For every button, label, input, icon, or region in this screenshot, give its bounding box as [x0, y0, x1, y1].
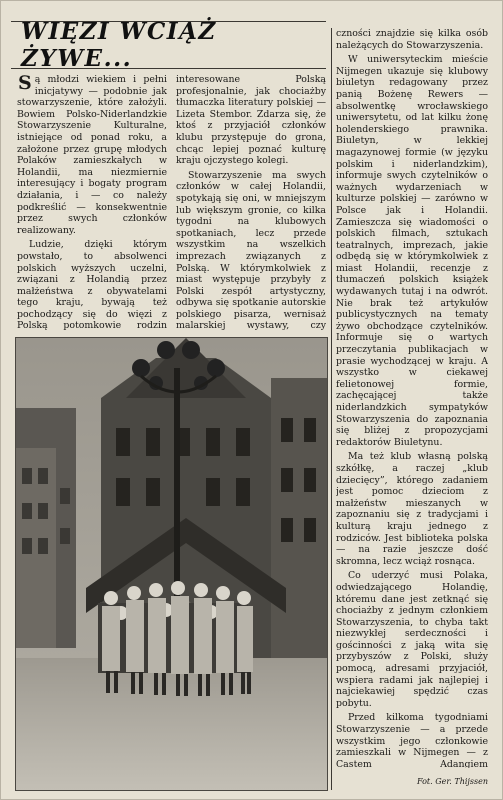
paragraph: W uniwersyteckim mieście Nijmegen ukazuje się klubowy biuletyn redagowany przez panią Bożenę Rewers — absolwentkę wrocławskiego uniwersytetu, od lat kilku żonę holenderskiego prawnika. Biuletyn, w lekkiej magazynowej formie (w języku polskim i niderlandzkim), informuje swych czytelników o ważnych wydarzeniach w kulturze polskiej — zarówno w Polsce jak i Holandii. Zamieszcza się wiadomości o polskich filmach, sztukach teatralnych, imprezach, jakie odbędą się w którymkolwiek z miast Holandii, recenzje z tłumaczeń polskich książek wydawanych tutaj i na odwrót. Nie brak też artykułów publicystycznych na tematy żywo obchodzące czytelników. Informuje się o wartych przeczytania publikacjach w prasie wychodzącej w kraju. A wszystko w ciekawej felietonowej formie, zachęcającej także niderlandzkich sympatyków Stowarzyszenia do zapoznania się bliżej z propozycjami redaktorów Biuletynu.	[336, 54, 488, 448]
paragraph: Ma też klub własną polską szkółkę, a raczej „klub dziecięcy”, którego zadaniem jest pomoc dzieciom z małżeństw mieszanych w zapoznaniu się z tradycjami i kulturą kraju jednego z rodziców. Jest biblioteka polska — na razie jeszcze dość skromna, lecz wciąż rosnąca.	[336, 451, 488, 567]
paragraph: Ludzie, dzięki którym powstało, to absolwenci polskich wyższych uczelni, związani z Holandią przez małżeństwa z obywatelami tego kraju, bywają też pochodzący się do więzi z Polską potomkowie rodzin	[17, 239, 167, 332]
paragraph: Są młodzi wiekiem i pełni inicjatywy — podobnie jak stowarzyszenie, które założyli. Bowiem Polsko-Niderlandzkie Stowarzyszenie Kulturalne, istniejące od ponad roku, a założone przez grupę młodych Polaków zamieszkałych w Holandii, ma niezmiernie interesujący i bogaty program działania, i — co należy podkreślić — konsekwentnie przez swych członków realizowany.	[17, 74, 167, 236]
paragraph: Stowarzyszenie ma swych członków w całej Holandii, spotykają się oni, w mniejszym lub większym gronie, co kilka tygodni na klubowych spotkaniach, lecz przede wszystkim na wszelkich imprezach związanych z Polską. W którymkolwiek z miast występuje przybyły z Polski zespół artystyczny, odbywa się spotkanie autorskie polskiego pisarza, wernisaż malarskiej wystawy, czy	[176, 169, 326, 332]
paragraph: interesowane Polską profesjonalnie, jak chociażby tłumaczka literatury polskiej — Lizeta Stembor. Zdarza się, że ktoś z przyjaciół członków klubu przystępuje do grona, chcąc lepiej poznać kulturę kraju ojczystego kolegi.	[176, 74, 326, 167]
column-3	[336, 28, 488, 768]
headline-box	[11, 18, 326, 72]
paragraph: Co uderzyć musi Polaka, odwiedzającego Holandię, któremu dane jest zetknąć się chociażby z jednym członkiem Stowarzyszenia, to chyba takt niezwykłej serdeczności i gościnności z jaką wita się przybyszów z Polski, służy pomocą, adresami przyjaciół, wspiera radami jak najlepiej i najciekawiej spędzić czas pobytu.	[336, 570, 488, 709]
photo-illustration	[16, 338, 327, 790]
column-divider	[331, 28, 332, 790]
paragraph: czności znajdzie się kilka osób należących do Stowarzyszenia.	[336, 28, 488, 51]
photo-credit: Fot. Ger. Thijssen	[416, 777, 488, 786]
drop-cap: S	[18, 74, 32, 94]
headline: WIĘZI WCIĄŻ ŻYWE...	[21, 18, 217, 72]
column-1	[17, 74, 167, 332]
paragraph: Przed kilkoma tygodniami Stowarzyszenie — a przede wszystkim jego członkowie zamieszkali w Nijmegen — z Castem Adangiem	[336, 712, 488, 768]
group-photo	[15, 337, 328, 791]
column-2	[176, 74, 326, 332]
